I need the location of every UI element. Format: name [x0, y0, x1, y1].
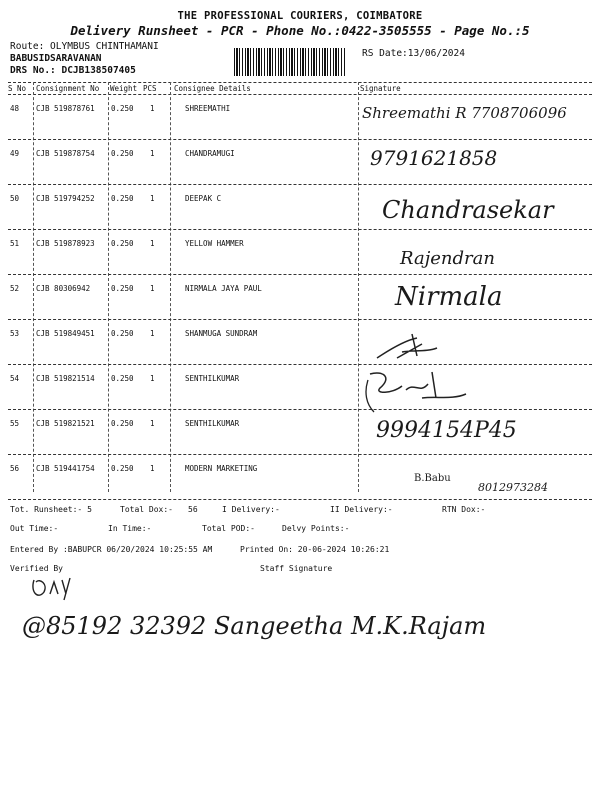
cell-sno: 48	[10, 104, 20, 113]
rs-date: RS Date:13/06/2024	[362, 48, 465, 59]
rtn-dox: RTN Dox:-	[442, 505, 486, 514]
signature-row-52: Nirmala	[395, 282, 503, 312]
staff-name: BABUSIDSARAVANAN	[10, 53, 102, 64]
cell-sno: 51	[10, 239, 20, 248]
cell-consignment: CJB 519849451	[36, 329, 95, 338]
cell-weight: 0.250	[111, 104, 134, 113]
route-label: Route: OLYMBUS CHINTHAMANI	[10, 41, 159, 52]
bottom-handwritten-note: @85192 32392 Sangeetha M.K.Rajam	[22, 612, 487, 640]
cell-consignment: CJB 519878923	[36, 239, 95, 248]
row-divider	[8, 139, 592, 140]
cell-pcs: 1	[150, 194, 155, 203]
i-delivery: I Delivery:-	[222, 505, 280, 514]
cell-consignment: CJB 519878754	[36, 149, 95, 158]
cell-weight: 0.250	[111, 194, 134, 203]
col-header-consignee: Consignee Details	[174, 84, 251, 93]
row-divider	[8, 319, 592, 320]
cell-pcs: 1	[150, 464, 155, 473]
ii-delivery: II Delivery:-	[330, 505, 393, 514]
cell-sno: 56	[10, 464, 20, 473]
in-time: In Time:-	[108, 524, 152, 533]
row-divider	[8, 409, 592, 410]
cell-weight: 0.250	[111, 284, 134, 293]
cell-pcs: 1	[150, 329, 155, 338]
cell-weight: 0.250	[111, 149, 134, 158]
cell-consignee: DEEPAK C	[185, 194, 222, 203]
cell-pcs: 1	[150, 239, 155, 248]
table-header-line	[8, 94, 592, 95]
cell-sno: 50	[10, 194, 20, 203]
cell-consignment: CJB 519821514	[36, 374, 95, 383]
cell-consignee: YELLOW HAMMER	[185, 239, 244, 248]
total-dox-value: 56	[188, 505, 198, 514]
cell-consignment: CJB 519441754	[36, 464, 95, 473]
cell-sno: 54	[10, 374, 20, 383]
barcode	[234, 48, 346, 76]
row-divider	[8, 274, 592, 275]
cell-sno: 55	[10, 419, 20, 428]
cell-pcs: 1	[150, 104, 155, 113]
row-divider	[8, 499, 592, 500]
signature-row-55: 9994154P45	[376, 418, 517, 443]
row-divider	[8, 184, 592, 185]
delvy-points: Delvy Points:-	[282, 524, 350, 533]
cell-consignment: CJB 519821521	[36, 419, 95, 428]
signature-row-53-scribble	[372, 330, 442, 365]
cell-weight: 0.250	[111, 374, 134, 383]
cell-pcs: 1	[150, 374, 155, 383]
col-divider	[358, 82, 359, 492]
cell-consignee: MODERN MARKETING	[185, 464, 258, 473]
cell-consignee: SHANMUGA SUNDRAM	[185, 329, 258, 338]
cell-sno: 49	[10, 149, 20, 158]
cell-consignment: CJB 80306942	[36, 284, 91, 293]
cell-consignment: CJB 519794252	[36, 194, 95, 203]
verified-by-label: Verified By	[10, 564, 63, 573]
cell-pcs: 1	[150, 149, 155, 158]
cell-sno: 52	[10, 284, 20, 293]
signature-row-49: 9791621858	[370, 146, 498, 170]
col-divider	[170, 82, 171, 492]
cell-consignee: CHANDRAMUGI	[185, 149, 235, 158]
total-dox-label: Total Dox:-	[120, 505, 173, 514]
col-divider	[33, 82, 34, 492]
table-top-line	[8, 82, 592, 83]
row-divider	[8, 229, 592, 230]
cell-weight: 0.250	[111, 329, 134, 338]
col-header-pcs: PCS	[143, 84, 157, 93]
company-title: THE PROFESSIONAL COURIERS, COIMBATORE	[177, 10, 423, 22]
row-56-phone: 8012973284	[478, 481, 548, 494]
col-header-weight: Weight	[110, 84, 138, 93]
col-divider	[108, 82, 109, 492]
cell-weight: 0.250	[111, 419, 134, 428]
row-divider	[8, 454, 592, 455]
cell-consignment: CJB 519878761	[36, 104, 95, 113]
cell-consignee: SENTHILKUMAR	[185, 419, 240, 428]
cell-consignee: SHREEMATHI	[185, 104, 231, 113]
cell-consignee: NIRMALA JAYA PAUL	[185, 284, 262, 293]
printed-on: Printed On: 20-06-2024 10:26:21	[240, 545, 390, 554]
entered-by: Entered By :BABUPCR 06/20/2024 10:25:55 AM	[10, 545, 213, 554]
signature-row-51: Rajendran	[400, 248, 495, 269]
cell-pcs: 1	[150, 419, 155, 428]
col-header-sno: S No	[8, 84, 27, 93]
signature-row-56: B.Babu	[414, 473, 451, 484]
cell-consignee: SENTHILKUMAR	[185, 374, 240, 383]
row-divider	[8, 364, 592, 365]
out-time: Out Time:-	[10, 524, 59, 533]
staff-signature-label: Staff Signature	[260, 564, 333, 573]
col-header-consignment: Consignment No	[36, 84, 100, 93]
verifier-initials-scribble	[28, 574, 78, 606]
tot-runsheet: Tot. Runsheet:- 5	[10, 505, 92, 514]
runsheet-subtitle: Delivery Runsheet - PCR - Phone No.:0422-3505555 - Page No.:5	[70, 23, 530, 38]
cell-weight: 0.250	[111, 464, 134, 473]
cell-weight: 0.250	[111, 239, 134, 248]
signature-row-50: Chandrasekar	[382, 196, 554, 224]
signature-row-54-scribble	[362, 368, 472, 418]
cell-sno: 53	[10, 329, 20, 338]
signature-row-48: Shreemathi R 7708706096	[362, 104, 567, 122]
cell-pcs: 1	[150, 284, 155, 293]
col-header-signature: Signature	[360, 84, 401, 93]
total-pod: Total POD:-	[202, 524, 255, 533]
drs-number: DRS No.: DCJB138507405	[10, 65, 136, 76]
